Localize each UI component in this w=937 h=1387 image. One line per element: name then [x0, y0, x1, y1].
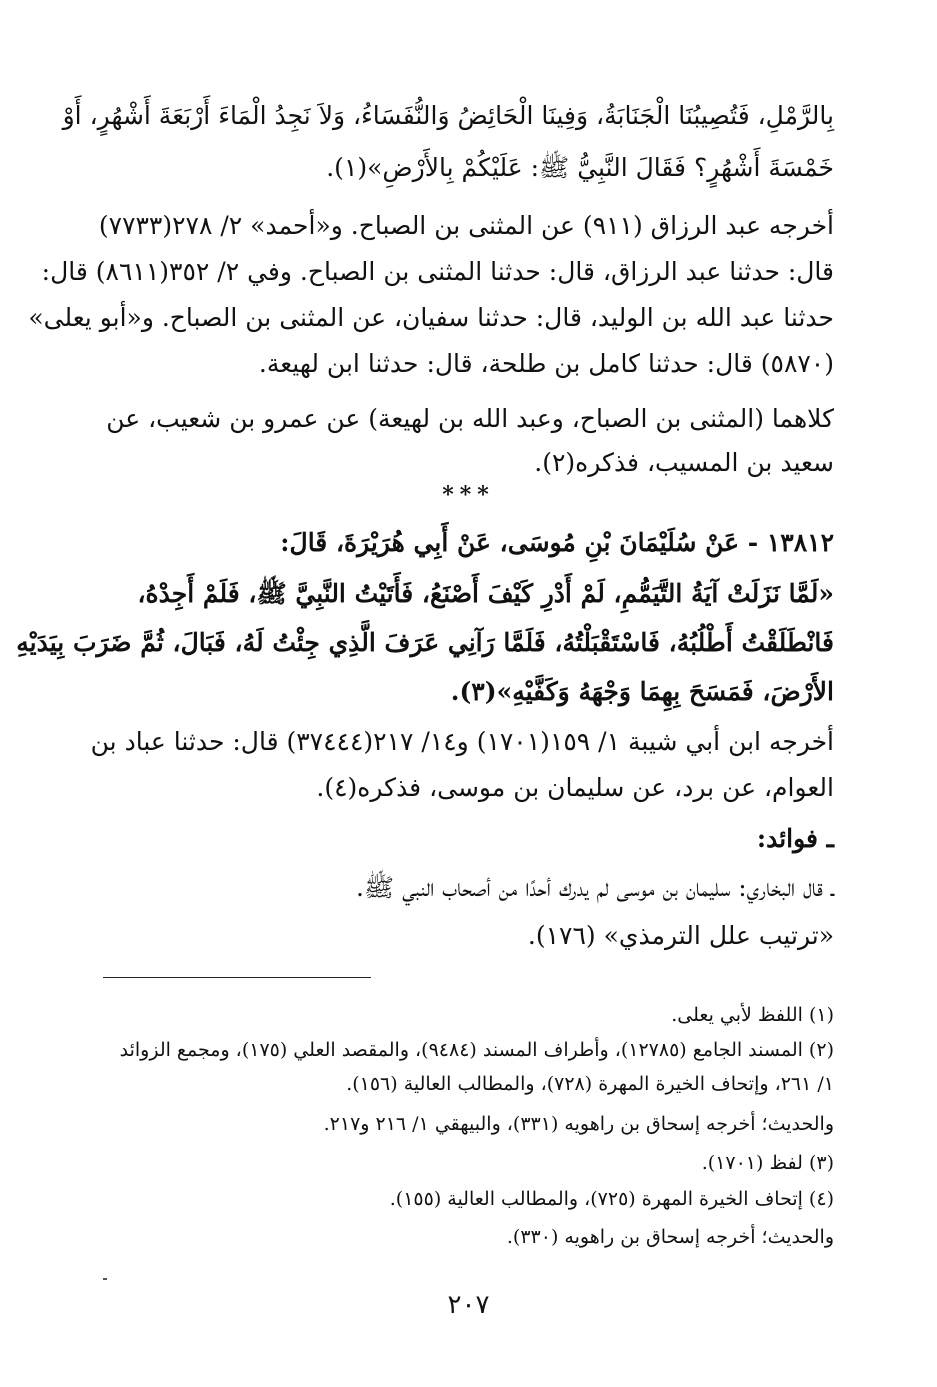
text-line: سعيد بن المسيب، فذكره(٢). [534, 448, 834, 477]
footnote-separator [103, 977, 371, 978]
hadith-line: فَانْطَلَقْتُ أَطْلُبُهُ، فَاسْتَقْبَلْتُهُ، فَلَمَّا رَآنِي عَرَفَ الَّذِي جِئْتُ لَهُ، فَبَالَ، ثُمَّ ضَرَبَ بِيَدَيْهِ [16, 628, 834, 657]
text-line: العوام، عن برد، عن سليمان بن موسى، فذكره(٤). [316, 773, 834, 802]
footnote: (١) اللفظ لأبي يعلى. [671, 1004, 834, 1026]
text-line: بِالرَّمْلِ، فَتُصِيبُنَا الْجَنَابَةُ، وَفِينَا الْحَائِضُ وَالنُّفَسَاءُ، وَلاَ نَجِدُ الْمَاءَ أَرْبَعَةَ أَشْهُرٍ، أَوْ [62, 101, 834, 130]
hadith-heading: ١٣٨١٢ - عَنْ سُلَيْمَانَ بْنِ مُوسَى، عَنْ أَبِي هُرَيْرَةَ، قَالَ: [280, 528, 834, 557]
page-number: ٢٠٧ [447, 1290, 490, 1320]
footnote: (٣) لفظ (١٧٠١). [701, 1152, 834, 1174]
text-line: أخرجه عبد الرزاق (٩١١) عن المثنى بن الصباح. و«أحمد» ٢/ ٢٧٨(٧٧٣٣) [98, 211, 834, 240]
footnote: والحديث؛ أخرجه إسحاق بن راهويه (٣٣١)، والبيهقي ١/ ٢١٦ و٢١٧. [323, 1113, 834, 1135]
footnote: ١/ ٢٦١، وإتحاف الخيرة المهرة (٧٢٨)، والمطالب العالية (١٥٦). [346, 1073, 834, 1095]
text-line: «ترتيب علل الترمذي» (١٧٦). [527, 921, 834, 950]
text-line: ـ قال البخاري: سليمان بن موسى لم يدرك أحدًا من أصحاب النبي ﷺ. [355, 873, 834, 902]
text-line: خَمْسَةَ أَشْهُرٍ؟ فَقَالَ النَّبِيُّ ﷺ: عَلَيْكُمْ بِالأَرْضِ»(١). [326, 153, 834, 182]
scan-mark [103, 1278, 107, 1280]
hadith-line: «لَمَّا نَزَلَتْ آيَةُ التَّيَمُّمِ، لَمْ أَدْرِ كَيْفَ أَصْنَعُ، فَأَتَيْتُ النَّبِيَّ ﷺ، فَلَمْ أَجِدْهُ، [137, 579, 834, 608]
hadith-line: الأَرْضَ، فَمَسَحَ بِهِمَا وَجْهَهُ وَكَفَّيْهِ»(٣). [450, 677, 834, 706]
text-line: كلاهما (المثنى بن الصباح، وعبد الله بن لهيعة) عن عمرو بن شعيب، عن [106, 404, 834, 433]
section-separator-stars: *** [442, 482, 495, 508]
text-line: (٥٨٧٠) قال: حدثنا كامل بن طلحة، قال: حدثنا ابن لهيعة. [258, 349, 834, 378]
footnote: والحديث؛ أخرجه إسحاق بن راهويه (٣٣٠). [506, 1226, 834, 1248]
text-line: قال: حدثنا عبد الرزاق، قال: حدثنا المثنى بن الصباح. وفي ٢/ ٣٥٢(٨٦١١) قال: [41, 257, 834, 286]
text-line: أخرجه ابن أبي شيبة ١/ ١٥٩(١٧٠١) و١٤/ ٢١٧(٣٧٤٤٤) قال: حدثنا عباد بن [90, 727, 834, 756]
footnote: (٤) إتحاف الخيرة المهرة (٧٢٥)، والمطالب العالية (١٥٥). [389, 1188, 834, 1210]
footnote: (٢) المسند الجامع (١٢٧٨٥)، وأطراف المسند (٩٤٨٤)، والمقصد العلي (١٧٥)، ومجمع الزوائد [119, 1039, 834, 1061]
text-line: حدثنا عبد الله بن الوليد، قال: حدثنا سفيان، عن المثنى بن الصباح. و«أبو يعلى» [28, 303, 834, 332]
fawaid-heading: ـ فوائد: [756, 824, 834, 853]
